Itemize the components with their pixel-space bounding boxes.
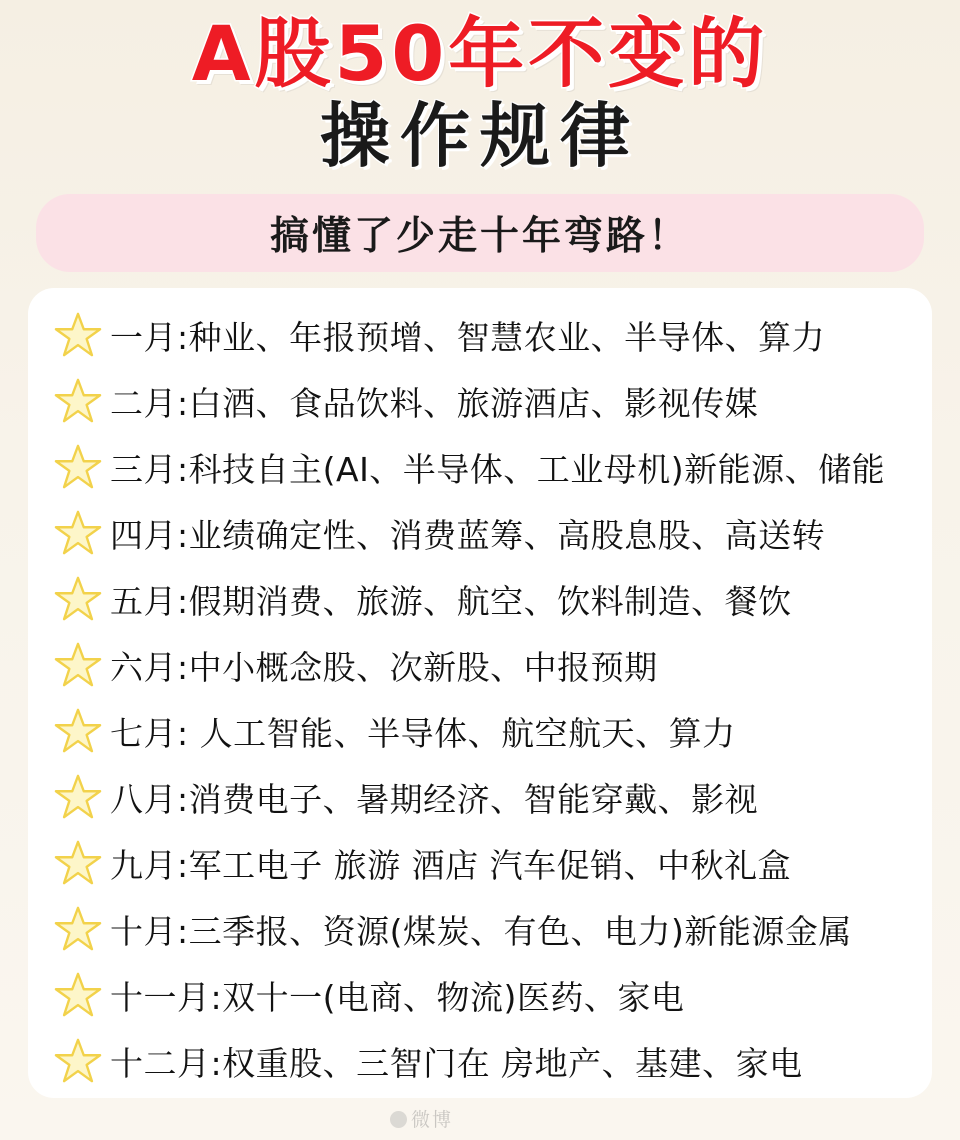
list-item	[38, 368, 922, 434]
title-block	[0, 0, 960, 176]
subtitle-text: 搞懂了少走十年弯路！	[269, 214, 690, 260]
watermark-icon	[390, 1111, 407, 1128]
star-icon	[54, 971, 102, 1019]
list-item-label: 七月: 人工智能、半导体、航空航天、算力	[110, 713, 736, 753]
star-icon	[54, 509, 102, 557]
list-item	[38, 1028, 922, 1094]
list-item-label: 三月:科技自主(AI、半导体、工业母机)新能源、储能	[110, 449, 886, 489]
list-item-label: 九月:军工电子 旅游 酒店 汽车促销、中秋礼盒	[110, 845, 792, 885]
list-item	[38, 962, 922, 1028]
list-item-label: 十月:三季报、资源(煤炭、有色、电力)新能源金属	[110, 911, 852, 951]
list-item	[38, 632, 922, 698]
list-item-label: 一月:种业、年报预增、智慧农业、半导体、算力	[110, 317, 826, 357]
star-icon	[54, 311, 102, 359]
list-item-label: 六月:中小概念股、次新股、中报预期	[110, 647, 658, 687]
list-item	[38, 434, 922, 500]
watermark	[390, 1105, 453, 1132]
list-item	[38, 830, 922, 896]
list-item	[38, 764, 922, 830]
page-title-line1: A股50年不变的	[191, 9, 769, 98]
list-item-label: 二月:白酒、食品饮料、旅游酒店、影视传媒	[110, 383, 759, 423]
subtitle-banner	[36, 194, 924, 272]
page-title-line2: 操作规律	[320, 94, 640, 177]
watermark-label: 微博	[411, 1109, 454, 1131]
list-item-label: 五月:假期消费、旅游、航空、饮料制造、餐饮	[110, 581, 792, 621]
list-item-label: 四月:业绩确定性、消费蓝筹、高股息股、高送转	[110, 515, 826, 555]
list-item	[38, 896, 922, 962]
list-item	[38, 500, 922, 566]
list-item-label: 十二月:权重股、三智门在 房地产、基建、家电	[110, 1043, 803, 1083]
list-item	[38, 302, 922, 368]
star-icon	[54, 839, 102, 887]
star-icon	[54, 905, 102, 953]
star-icon	[54, 377, 102, 425]
list-item	[38, 698, 922, 764]
list-item	[38, 566, 922, 632]
star-icon	[54, 641, 102, 689]
list-item-label: 八月:消费电子、暑期经济、智能穿戴、影视	[110, 779, 759, 819]
star-icon	[54, 575, 102, 623]
month-list-card	[28, 288, 932, 1098]
star-icon	[54, 1037, 102, 1085]
star-icon	[54, 707, 102, 755]
star-icon	[54, 443, 102, 491]
star-icon	[54, 773, 102, 821]
list-item-label: 十一月:双十一(电商、物流)医药、家电	[110, 977, 685, 1017]
